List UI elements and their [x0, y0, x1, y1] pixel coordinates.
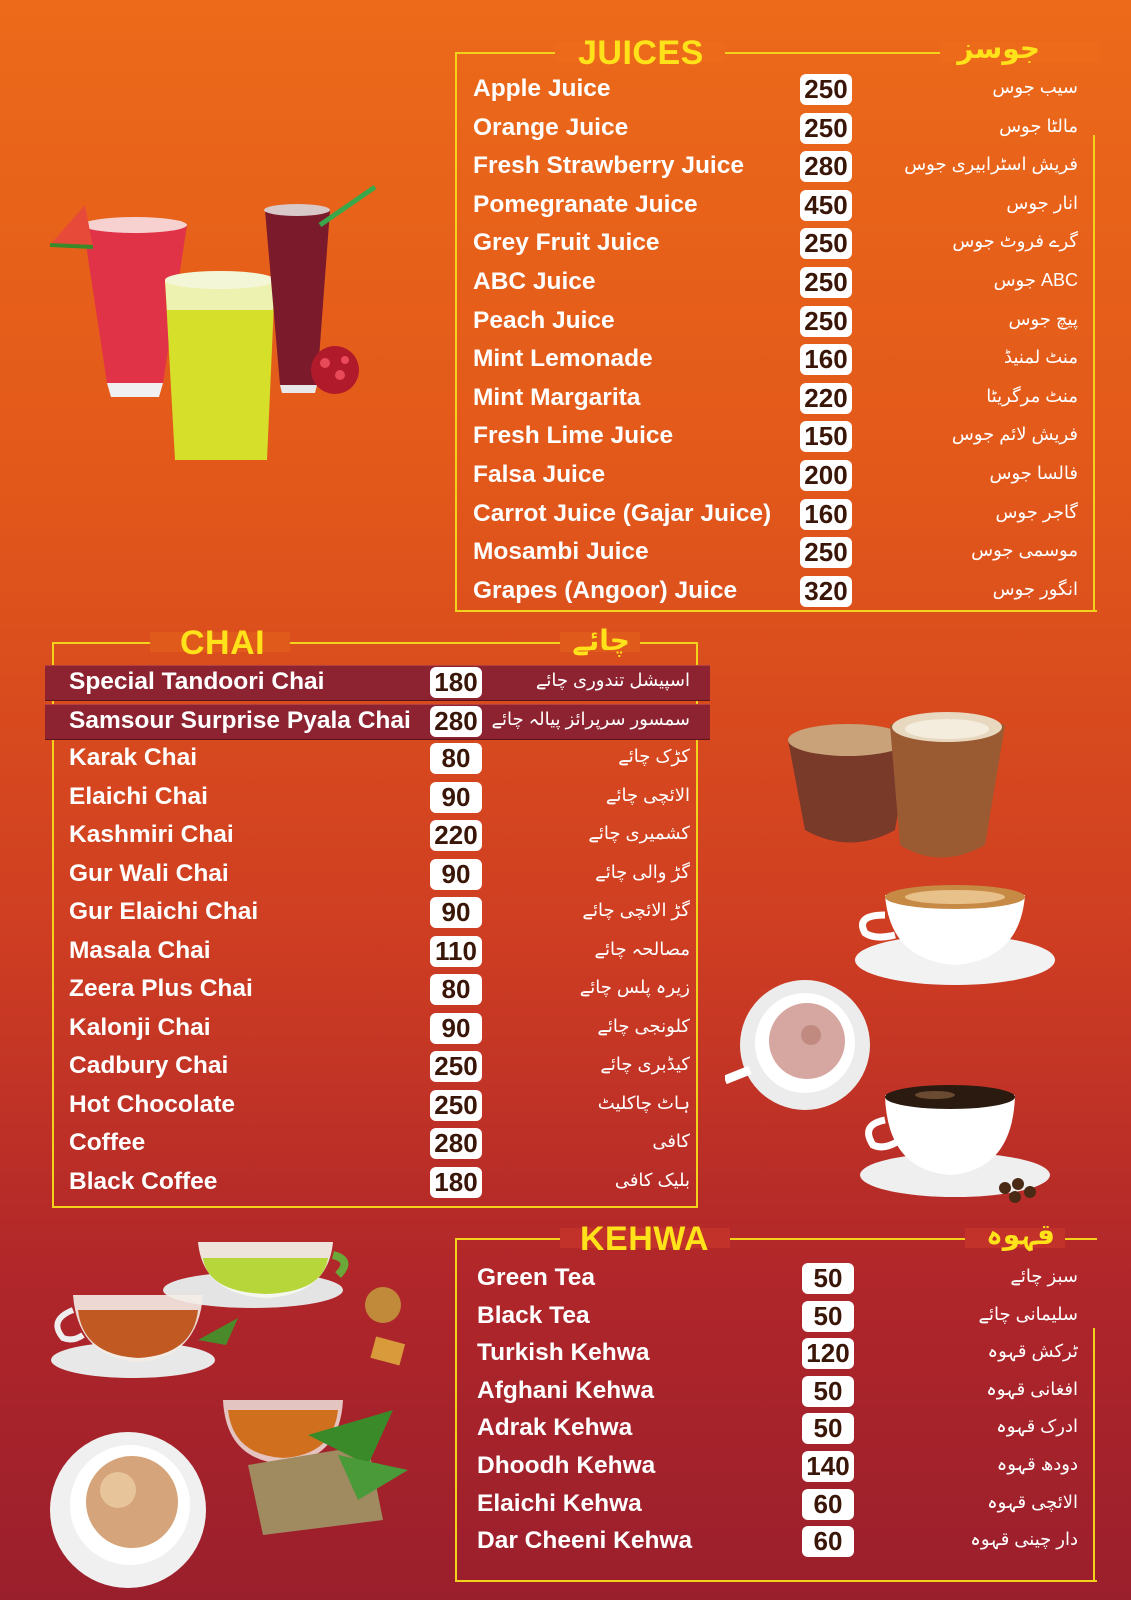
- chai-item-urdu-name: الائچی چائے: [605, 784, 690, 805]
- kehwa-item-name: Black Tea: [477, 1301, 590, 1329]
- kehwa-item-price: 50: [802, 1263, 854, 1294]
- chai-item: [45, 665, 710, 701]
- tea-cups-image: [48, 1230, 438, 1600]
- kehwa-item-name: Dhoodh Kehwa: [477, 1452, 656, 1479]
- chai-item: [45, 1050, 710, 1084]
- chai-item-urdu-name: مصالحہ چائے: [594, 938, 690, 959]
- chai-title: CHAI: [180, 624, 266, 662]
- chai-item-urdu-name: بلیک کافی: [614, 1169, 690, 1190]
- juices-item: [470, 343, 1080, 377]
- juices-item: [470, 73, 1080, 107]
- chai-item-name: Black Coffee: [69, 1167, 218, 1195]
- kehwa-item-urdu-name: دار چینی قہوہ: [970, 1529, 1078, 1550]
- chai-item: [45, 896, 710, 930]
- kehwa-item: [470, 1525, 1080, 1559]
- juices-item: [470, 575, 1080, 609]
- chai-item-name: Cadbury Chai: [69, 1052, 229, 1079]
- kehwa-item-price: 50: [802, 1376, 854, 1407]
- juices-title: JUICES: [578, 34, 704, 72]
- kehwa-item-price: 140: [802, 1451, 854, 1482]
- chai-item: [45, 819, 710, 853]
- juices-item: [470, 420, 1080, 454]
- juices-item-urdu-name: منٹ لمنیڈ: [1004, 347, 1078, 368]
- chai-item-price: 250: [430, 1090, 482, 1121]
- kehwa-item: [470, 1262, 1080, 1296]
- juices-item-urdu-name: سیب جوس: [992, 77, 1078, 97]
- kehwa-item-name: Adrak Kehwa: [477, 1414, 633, 1442]
- chai-item: [45, 1127, 710, 1161]
- kehwa-item-urdu-name: الائچی قہوہ: [987, 1491, 1078, 1512]
- black-coffee-cup-image: [855, 1080, 1055, 1210]
- juices-item-price: 250: [800, 228, 852, 259]
- juices-item-urdu-name: منٹ مرگریٹا: [986, 385, 1078, 406]
- juices-item: [470, 266, 1080, 300]
- juices-item-price: 150: [800, 421, 852, 452]
- chai-item: [45, 704, 710, 740]
- juices-item-urdu-name: فریش اسٹرابیری جوس: [904, 154, 1078, 175]
- kehwa-item-name: Elaichi Kehwa: [477, 1489, 642, 1517]
- juices-item-urdu-name: فالسا جوس: [989, 463, 1078, 483]
- juices-item-urdu-name: انگور جوس: [992, 578, 1078, 599]
- kehwa-item-name: Green Tea: [477, 1264, 596, 1291]
- juices-item-name: Pomegranate Juice: [473, 190, 698, 218]
- kehwa-item-urdu-name: ٹرکش قہوہ: [987, 1341, 1078, 1362]
- chai-item-urdu-name: کشمیری چائے: [588, 823, 690, 843]
- juices-item-urdu-name: انار جوس: [1006, 192, 1078, 213]
- juices-item-name: Carrot Juice (Gajar Juice): [473, 499, 772, 527]
- kehwa-item-urdu-name: سلیمانی چائے: [978, 1303, 1078, 1324]
- chai-item-name: Masala Chai: [69, 936, 211, 964]
- juices-item-urdu-name: ABC جوس: [993, 270, 1078, 290]
- chai-item-price: 110: [430, 936, 482, 967]
- chai-item-price: 90: [430, 859, 482, 890]
- juices-item-name: Grey Fruit Juice: [473, 229, 660, 257]
- juices-item-price: 250: [800, 267, 852, 298]
- chai-item-price: 280: [430, 706, 482, 737]
- chai-item: [45, 973, 710, 1007]
- juices-item-urdu-name: گرے فروٹ جوس: [952, 231, 1078, 252]
- kehwa-item-urdu-name: سبز چائے: [1010, 1266, 1078, 1286]
- chai-item-urdu-name: کلونجی چائے: [597, 1015, 690, 1036]
- juices-item-price: 200: [800, 460, 852, 491]
- juices-item-price: 450: [800, 190, 852, 221]
- chai-item-urdu-name: گڑ والی چائے: [595, 861, 690, 882]
- chai-item: [45, 742, 710, 776]
- chai-urdu-title: چائے: [572, 625, 630, 656]
- juices-item-urdu-name: پیچ جوس: [1008, 308, 1078, 329]
- chai-item-urdu-name: سمسور سرپرائز پیالہ چائے: [491, 708, 690, 729]
- kehwa-item-urdu-name: دودھ قہوہ: [996, 1454, 1078, 1474]
- kehwa-item-price: 50: [802, 1301, 854, 1332]
- chai-item-name: Kalonji Chai: [69, 1013, 211, 1041]
- juices-item-name: Peach Juice: [473, 306, 615, 334]
- kehwa-item: [470, 1412, 1080, 1446]
- chai-item-price: 180: [430, 667, 482, 698]
- chai-item-price: 250: [430, 1051, 482, 1082]
- chai-item-name: Gur Wali Chai: [69, 859, 229, 887]
- juices-item-urdu-name: مالٹا جوس: [999, 115, 1078, 136]
- juices-item-price: 220: [800, 383, 852, 414]
- tandoori-chai-cups-image: [780, 705, 1030, 875]
- chai-item-urdu-name: گڑ الائچی چائے: [582, 900, 690, 920]
- juices-item-name: Orange Juice: [473, 113, 629, 141]
- chai-item-urdu-name: اسپیشل تندوری چائے: [535, 670, 690, 690]
- kehwa-item-price: 60: [802, 1526, 854, 1557]
- kehwa-item-price: 120: [802, 1338, 854, 1369]
- chai-item: [45, 1089, 710, 1123]
- juices-item-urdu-name: گاجر جوس: [995, 501, 1078, 522]
- juice-glasses-image: [45, 175, 385, 475]
- chai-item-price: 90: [430, 1013, 482, 1044]
- chai-item-price: 220: [430, 820, 482, 851]
- juices-item-urdu-name: موسمی جوس: [971, 540, 1078, 561]
- juices-item: [470, 227, 1080, 261]
- kehwa-item-name: Afghani Kehwa: [477, 1376, 654, 1404]
- juices-item: [470, 189, 1080, 223]
- chai-item-urdu-name: ہاٹ چاکلیٹ: [597, 1092, 690, 1113]
- juices-item: [470, 150, 1080, 184]
- juices-urdu-title: جوسز: [957, 33, 1040, 64]
- juices-item-name: Fresh Strawberry Juice: [473, 152, 744, 180]
- juices-item-price: 250: [800, 113, 852, 144]
- chai-item: [45, 858, 710, 892]
- chai-item-name: Gur Elaichi Chai: [69, 898, 259, 925]
- chai-item-price: 80: [430, 743, 482, 774]
- chai-item-name: Elaichi Chai: [69, 782, 208, 810]
- juices-item-name: Mint Margarita: [473, 383, 641, 411]
- juices-frame-right: [1093, 135, 1095, 610]
- chai-item-urdu-name: کڑک چائے: [618, 746, 690, 766]
- chai-item-price: 280: [430, 1128, 482, 1159]
- chai-item-name: Zeera Plus Chai: [69, 975, 253, 1002]
- juices-item: [470, 536, 1080, 570]
- kehwa-item: [470, 1300, 1080, 1334]
- kehwa-urdu-title: قہوہ: [986, 1219, 1055, 1250]
- kehwa-item-urdu-name: ادرک قہوہ: [996, 1416, 1078, 1437]
- chai-item-urdu-name: کیڈبری چائے: [600, 1054, 690, 1074]
- juices-item-price: 250: [800, 74, 852, 105]
- juices-item-price: 250: [800, 306, 852, 337]
- chai-item: [45, 781, 710, 815]
- juices-item-name: ABC Juice: [473, 268, 596, 295]
- chai-item-urdu-name: زیرہ پلس چائے: [579, 977, 690, 997]
- juices-item-price: 160: [800, 344, 852, 375]
- juices-item-name: Mint Lemonade: [473, 345, 653, 373]
- juices-item-price: 250: [800, 537, 852, 568]
- kehwa-item: [470, 1337, 1080, 1371]
- juices-item-name: Fresh Lime Juice: [473, 422, 674, 450]
- kehwa-title: KEHWA: [580, 1220, 710, 1258]
- juices-item: [470, 112, 1080, 146]
- chai-item-price: 90: [430, 782, 482, 813]
- juices-item-name: Apple Juice: [473, 75, 611, 102]
- juices-item-name: Mosambi Juice: [473, 538, 649, 566]
- chai-item-price: 80: [430, 974, 482, 1005]
- chai-item-price: 180: [430, 1167, 482, 1198]
- juices-item-price: 320: [800, 576, 852, 607]
- kehwa-item: [470, 1375, 1080, 1409]
- juices-item-name: Falsa Juice: [473, 461, 606, 488]
- chai-item: [45, 935, 710, 969]
- chai-item-name: Coffee: [69, 1129, 146, 1156]
- kehwa-item: [470, 1488, 1080, 1522]
- kehwa-frame-right: [1093, 1328, 1095, 1580]
- kehwa-item-urdu-name: افغانی قہوہ: [986, 1378, 1078, 1399]
- chai-item-name: Samsour Surprise Pyala Chai: [69, 706, 411, 734]
- kehwa-item-name: Dar Cheeni Kehwa: [477, 1527, 693, 1555]
- chai-item-name: Kashmiri Chai: [69, 821, 234, 848]
- juices-item: [470, 498, 1080, 532]
- chai-item-name: Special Tandoori Chai: [69, 668, 325, 695]
- juices-item: [470, 382, 1080, 416]
- chai-item-price: 90: [430, 897, 482, 928]
- kehwa-item: [470, 1450, 1080, 1484]
- chai-item-name: Karak Chai: [69, 744, 198, 771]
- juices-item-urdu-name: فریش لائم جوس: [951, 424, 1078, 445]
- juices-item: [470, 459, 1080, 493]
- chai-item-name: Hot Chocolate: [69, 1090, 236, 1118]
- chai-item: [45, 1166, 710, 1200]
- kehwa-item-price: 60: [802, 1489, 854, 1520]
- juices-item-price: 160: [800, 499, 852, 530]
- kehwa-item-price: 50: [802, 1413, 854, 1444]
- chai-item-urdu-name: کافی: [652, 1131, 690, 1151]
- chai-item: [45, 1012, 710, 1046]
- juices-item-name: Grapes (Angoor) Juice: [473, 576, 738, 604]
- juices-item-price: 280: [800, 151, 852, 182]
- juices-item: [470, 305, 1080, 339]
- kehwa-item-name: Turkish Kehwa: [477, 1339, 650, 1367]
